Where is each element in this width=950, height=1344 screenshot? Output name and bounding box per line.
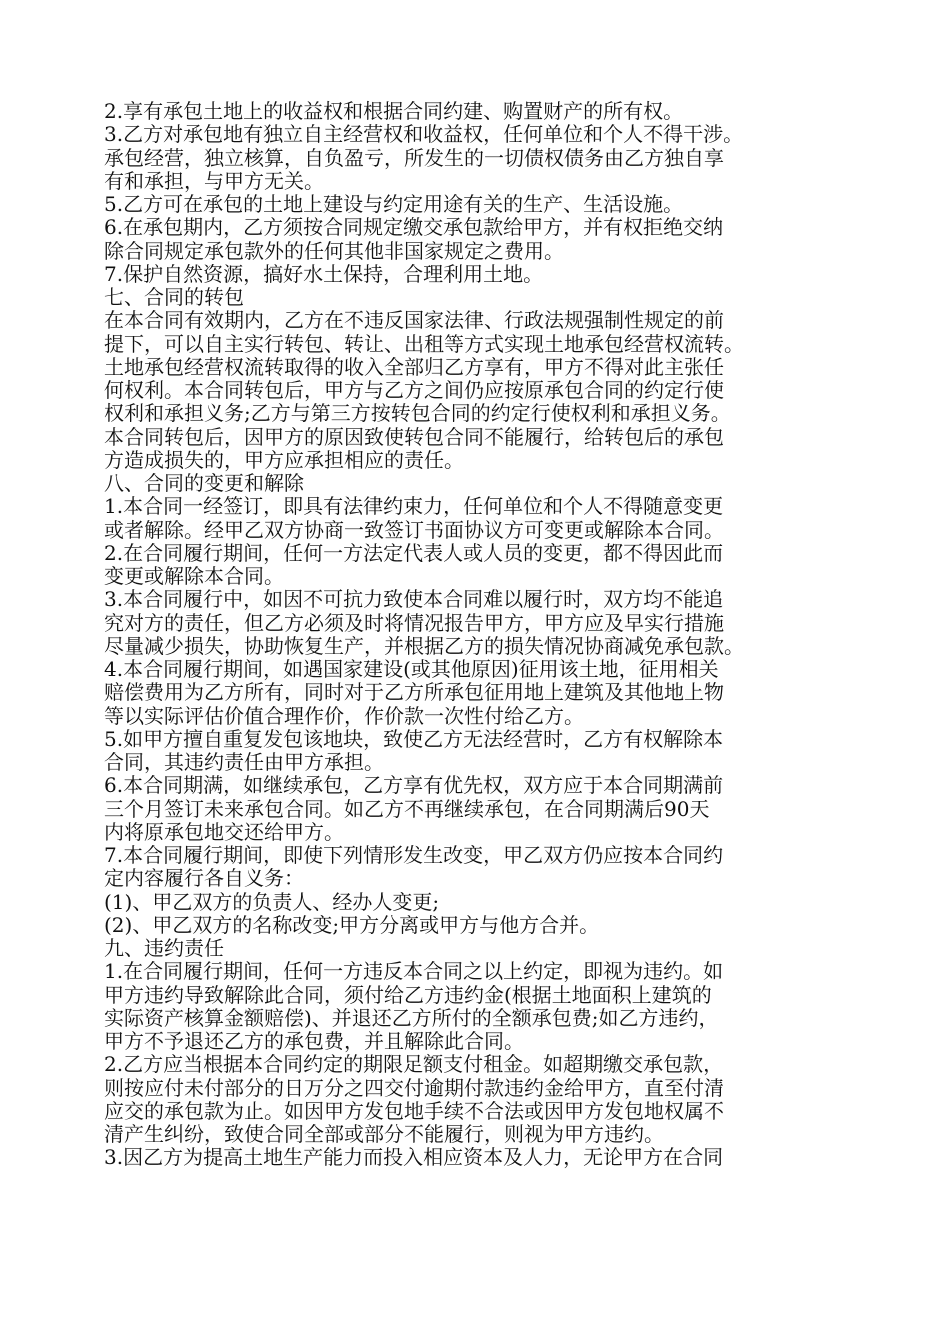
text-line: 4.本合同履行期间，如遇国家建设(或其他原因)征用该土地，征用相关: [104, 657, 719, 681]
text-line: 承包经营，独立核算，自负盈亏，所发生的一切债权债务由乙方独自享: [104, 145, 724, 170]
text-line: 甲方违约导致解除此合同，须付给乙方违约金(根据土地面积上建筑的: [104, 982, 712, 1007]
text-line: (1)、甲乙双方的负责人、经办人变更;: [104, 889, 440, 914]
text-line: 应交的承包款为止。如因甲方发包地手续不合法或因甲方发包地权属不: [104, 1098, 724, 1123]
text-line: 1.在合同履行期间，任何一方违反本合同之以上约定，即视为违约。如: [104, 959, 724, 984]
section-heading-7: 七、合同的转包: [104, 285, 244, 309]
text-line: (2)、甲乙双方的名称改变;甲方分离或甲方与他方合并。: [104, 912, 600, 937]
text-line: 7.保护自然资源，搞好水土保持，合理利用土地。: [104, 261, 544, 286]
text-line: 7.本合同履行期间，即使下列情形发生改变，甲乙双方仍应按本合同约: [104, 843, 724, 867]
text-line: 土地承包经营权流转取得的收入全部归乙方享有，甲方不得对此主张任: [104, 354, 724, 379]
text-line: 内将原承包地交还给甲方。: [104, 819, 344, 844]
text-line: 除合同规定承包款外的任何其他非国家规定之费用。: [104, 238, 564, 263]
section-heading-9: 九、违约责任: [104, 936, 224, 960]
text-line: 尽量减少损失，协助恢复生产，并根据乙方的损失情况协商减免承包款。: [104, 633, 744, 658]
text-line: 清产生纠纷，致使合同全部或部分不能履行，则视为甲方违约。: [104, 1122, 664, 1146]
text-line: 有和承担，与甲方无关。: [104, 168, 324, 193]
document-body: [104, 100, 864, 1170]
text-line: 2.享有承包土地上的收益权和根据合同约建、购置财产的所有权。: [104, 99, 684, 123]
text-line: 实际资产核算金额赔偿)、并退还乙方所付的全额承包费;如乙方违约，: [104, 1005, 719, 1030]
text-line: 在本合同有效期内，乙方在不违反国家法律、行政法规强制性规定的前: [104, 308, 724, 333]
text-line: 何权利。本合同转包后，甲方与乙方之间仍应按原承包合同的约定行使: [104, 378, 724, 402]
text-line: 6.在承包期内，乙方须按合同规定缴交承包款给甲方，并有权拒绝交纳: [104, 215, 724, 240]
text-line: 甲方不予退还乙方的承包费，并且解除此合同。: [104, 1029, 524, 1053]
text-line: 究对方的责任，但乙方必须及时将情况报告甲方，甲方应及早实行措施: [104, 610, 724, 635]
text-line: 本合同转包后，因甲方的原因致使转包合同不能履行，给转包后的承包: [104, 424, 724, 449]
text-line: 赔偿费用为乙方所有，同时对于乙方所承包征用地上建筑及其他地上物: [104, 680, 724, 705]
text-line: 则按应付未付部分的日万分之四交付逾期付款违约金给甲方，直至付清: [104, 1075, 724, 1100]
text-line: 6.本合同期满，如继续承包，乙方享有优先权，双方应于本合同期满前: [104, 773, 724, 798]
text-line: 合同，其违约责任由甲方承担。: [104, 750, 384, 774]
text-line: 5.如甲方擅自重复发包该地块，致使乙方无法经营时，乙方有权解除本: [104, 726, 724, 751]
text-line: 1.本合同一经签订，即具有法律约束力，任何单位和个人不得随意变更: [104, 494, 724, 519]
text-line: 3.本合同履行中，如因不可抗力致使本合同难以履行时，双方均不能追: [104, 587, 724, 612]
text-line: 2.乙方应当根据本合同约定的期限足额支付租金。如超期缴交承包款，: [104, 1052, 724, 1077]
text-line: 2.在合同履行期间，任何一方法定代表人或人员的变更，都不得因此而: [104, 540, 724, 565]
text-line: 5.乙方可在承包的土地上建设与约定用途有关的生产、生活设施。: [104, 192, 684, 216]
text-line: 定内容履行各自义务：: [104, 866, 304, 891]
text-line: 3.因乙方为提高土地生产能力而投入相应资本及人力，无论甲方在合同: [104, 1145, 724, 1170]
text-line: 提下，可以自主实行转包、转让、出租等方式实现土地承包经营权流转。: [104, 331, 744, 356]
text-line: 或者解除。经甲乙双方协商一致签订书面协议方可变更或解除本合同。: [104, 517, 724, 542]
text-line: 3.乙方对承包地有独立自主经营权和收益权，任何单位和个人不得干涉。: [104, 122, 744, 147]
text-line: 等以实际评估价值合理作价，作价款一次性付给乙方。: [104, 703, 584, 728]
text-line: 变更或解除本合同。: [104, 564, 284, 588]
text-line: 权利和承担义务;乙方与第三方按转包合同的约定行使权利和承担义务。: [104, 401, 731, 426]
text-line: 三个月签订未来承包合同。如乙方不再继续承包，在合同期满后90天: [104, 796, 710, 821]
section-heading-8: 八、合同的变更和解除: [104, 471, 304, 495]
text-line: 方造成损失的，甲方应承担相应的责任。: [104, 447, 464, 472]
